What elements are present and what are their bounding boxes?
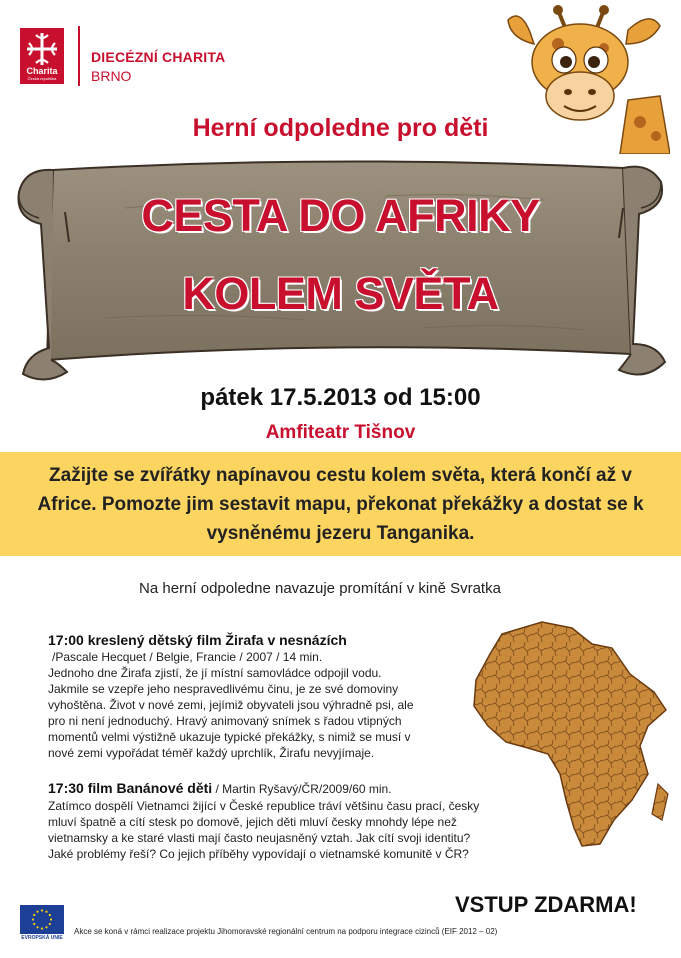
free-entry-label: VSTUP ZDARMA! (455, 892, 637, 917)
logo-subtitle: Česká republika (27, 76, 57, 81)
event-date: pátek 17.5.2013 od 15:00 (200, 384, 481, 411)
event-subtitle: Herní odpoledne pro děti (192, 114, 489, 142)
header-divider (78, 26, 80, 86)
org-city: BRNO (91, 68, 132, 84)
eu-flag-icon (20, 905, 64, 934)
film1-meta: /Pascale Hecquet / Belgie, Francie / 2007 / 14 min. (52, 650, 323, 664)
logo-word: Charita (26, 66, 58, 76)
film2-heading (48, 780, 392, 798)
film2-title: 17:30 film Banánové děti (48, 780, 213, 796)
cinema-intro: Na herní odpoledne navazuje promítání v kině Svratka (139, 580, 501, 597)
film1-description: Jednoho dne Žirafa zjistí, že jí místní samovládce odpojil vodu. Jakmile se vzepře jeho nespravedlivému činu, je ze své domoviny vyhoštěna. Život v nové zemi, jejímiž obyvateli jsou výhradně psi, ale pro ni není jednoduchý. Hravý animovaný snímek s řadou vtipných momentů velmi výstižně ukazuje typické překážky, s nimiž se musí v nové zemi vypořádat téměř každý uprchlík, Žirafu nevyjímaje. (48, 666, 414, 760)
footer-note: Akce se koná v rámci realizace projektu Jihomoravské regionální centrum na podporu integrace cizinců (EIF 2012 – 02) (74, 927, 498, 936)
event-title-line2: KOLEM SVĚTA (182, 268, 499, 319)
film2-description: Zatímco dospělí Vietnamci žijící v České republice tráví většinu času prací, česky mluví špatně a cítí stesk po domově, jejich děti mluví česky mnohdy lépe než vietnamsky a ke staré vlasti mají často neujasněný vztah. Jak cítí svoji identitu? Jaké problémy řeší? Co jejich příběhy vypovídají o vietnamské komunitě v ČR? (48, 799, 480, 861)
film1-title: 17:00 kreslený dětský film Žirafa v nesnázích (48, 632, 347, 648)
band-text: Zažijte se zvířátky napínavou cestu kolem světa, která končí až v Africe. Pomozte jim sestavit mapu, překonat překážky a dostat se k vysněnému jezeru Tanganika. (37, 465, 644, 544)
eu-label: EVROPSKÁ UNIE (21, 935, 63, 941)
event-title-line1: CESTA DO AFRIKY (141, 190, 540, 241)
charita-cross-icon (23, 31, 61, 67)
org-name: DIECÉZNÍ CHARITA (91, 49, 226, 65)
event-place: Amfiteatr Tišnov (265, 422, 416, 443)
film2-meta: / Martin Ryšavý/ČR/2009/60 min. (212, 782, 392, 796)
